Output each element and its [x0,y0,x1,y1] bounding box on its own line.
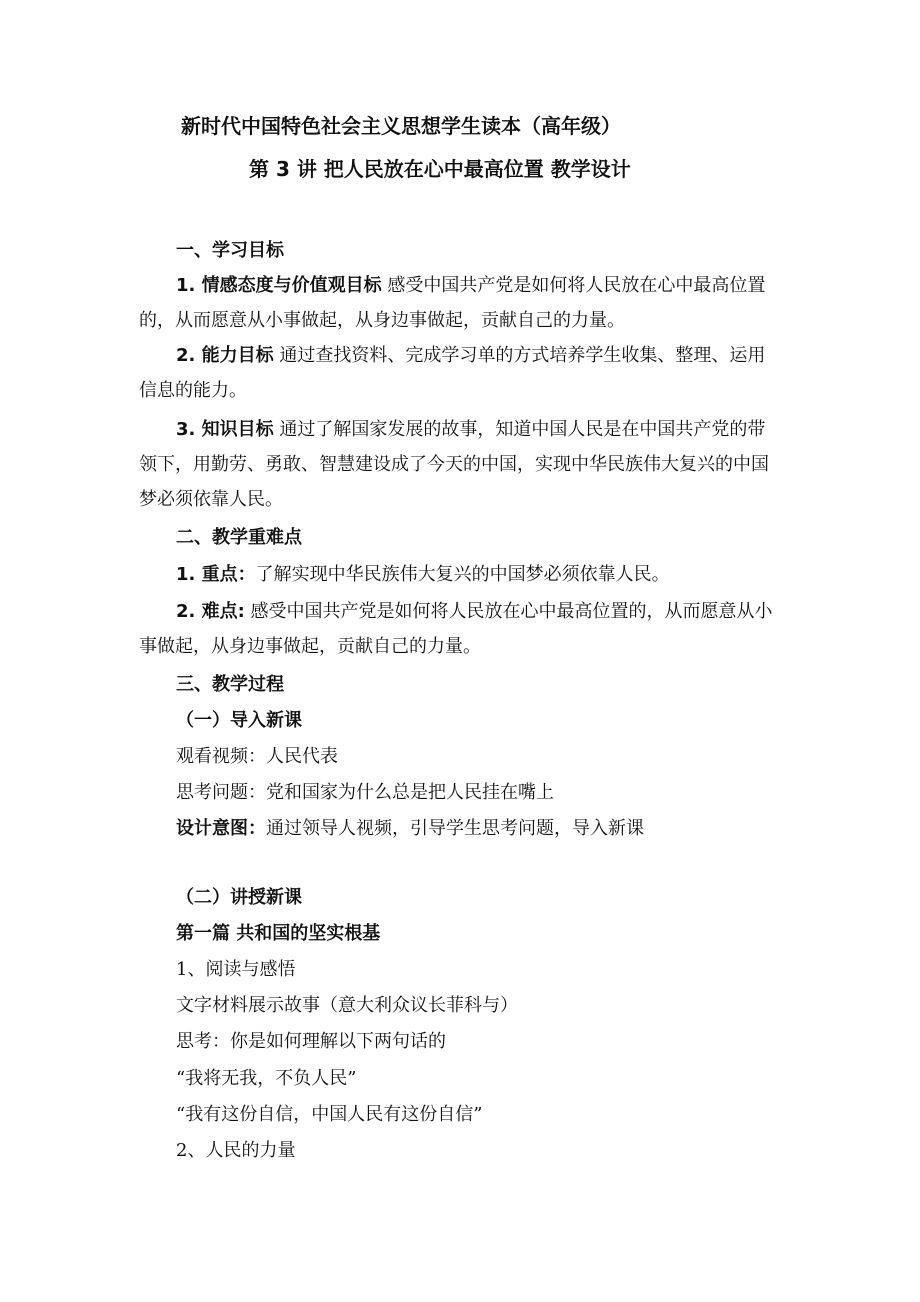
lesson-line-2: 文字材料展示故事（意大利众议长菲科与） [176,995,518,1016]
design-intent-text: 通过领导人视频，引导学生思考问题，导入新课 [266,818,644,839]
goal-2-text: 通过查找资料、完成学习单的方式培养学生收集、整理、运用 [273,345,766,366]
goal-1-text: 感受中国共产党是如何将人民放在心中最高位置 [381,275,766,296]
goal-1-label: 1. 情感态度与价值观目标 [176,275,382,296]
key-point-label: 1. 重点： [176,564,256,585]
lesson-line-6: 2、人民的力量 [176,1140,296,1161]
section-heading-teaching-process: 三、教学过程 [176,674,284,695]
goal-2-line-1 [176,344,765,368]
section-heading-learning-goals: 一、学习目标 [176,240,284,261]
intro-video-line: 观看视频：人民代表 [176,746,338,767]
goal-3-label: 3. 知识目标 [176,419,274,440]
goal-3-line-1 [176,418,765,442]
subsection-heading-new-lesson: （二）讲授新课 [176,887,302,908]
key-point-line [176,563,670,587]
difficulty-line-1 [176,600,773,624]
goal-3-text: 通过了解国家发展的故事，知道中国人民是在中国共产党的带 [273,419,766,440]
goal-3-line-3: 梦必须依靠人民。 [139,489,283,510]
goal-1-line-1 [176,274,765,298]
design-intent-label: 设计意图： [176,818,266,839]
lesson-line-1: 1、阅读与感悟 [176,959,296,980]
document-title: 新时代中国特色社会主义思想学生读本（高年级） [181,114,621,138]
subsection-heading-intro: （一）导入新课 [176,710,302,731]
difficulty-label: 2. 难点: [176,601,245,622]
key-point-text: 了解实现中华民族伟大复兴的中国梦必须依靠人民。 [255,564,670,585]
difficulty-line-2: 事做起，从身边事做起，贡献自己的力量。 [139,636,481,657]
intro-question-line: 思考问题：党和国家为什么总是把人民挂在嘴上 [176,782,554,803]
difficulty-text: 感受中国共产党是如何将人民放在心中最高位置的，从而愿意从小 [244,601,773,622]
goal-3-line-2: 领下，用勤劳、勇敢、智慧建设成了今天的中国，实现中华民族伟大复兴的中国 [139,454,769,475]
document-subtitle: 第 3 讲 把人民放在心中最高位置 教学设计 [249,157,631,181]
lesson-quote-2: “我有这份自信，中国人民有这份自信” [176,1104,483,1125]
design-intent-line [176,817,644,841]
lesson-quote-1: “我将无我，不负人民” [176,1068,357,1089]
goal-1-line-2: 的，从而愿意从小事做起，从身边事做起，贡献自己的力量。 [139,310,625,331]
lesson-line-3: 思考：你是如何理解以下两句话的 [176,1031,446,1052]
goal-2-line-2: 信息的能力。 [139,380,247,401]
goal-2-label: 2. 能力目标 [176,345,274,366]
part-heading-foundation: 第一篇 共和国的坚实根基 [176,923,381,944]
section-heading-key-points: 二、教学重难点 [176,527,302,548]
